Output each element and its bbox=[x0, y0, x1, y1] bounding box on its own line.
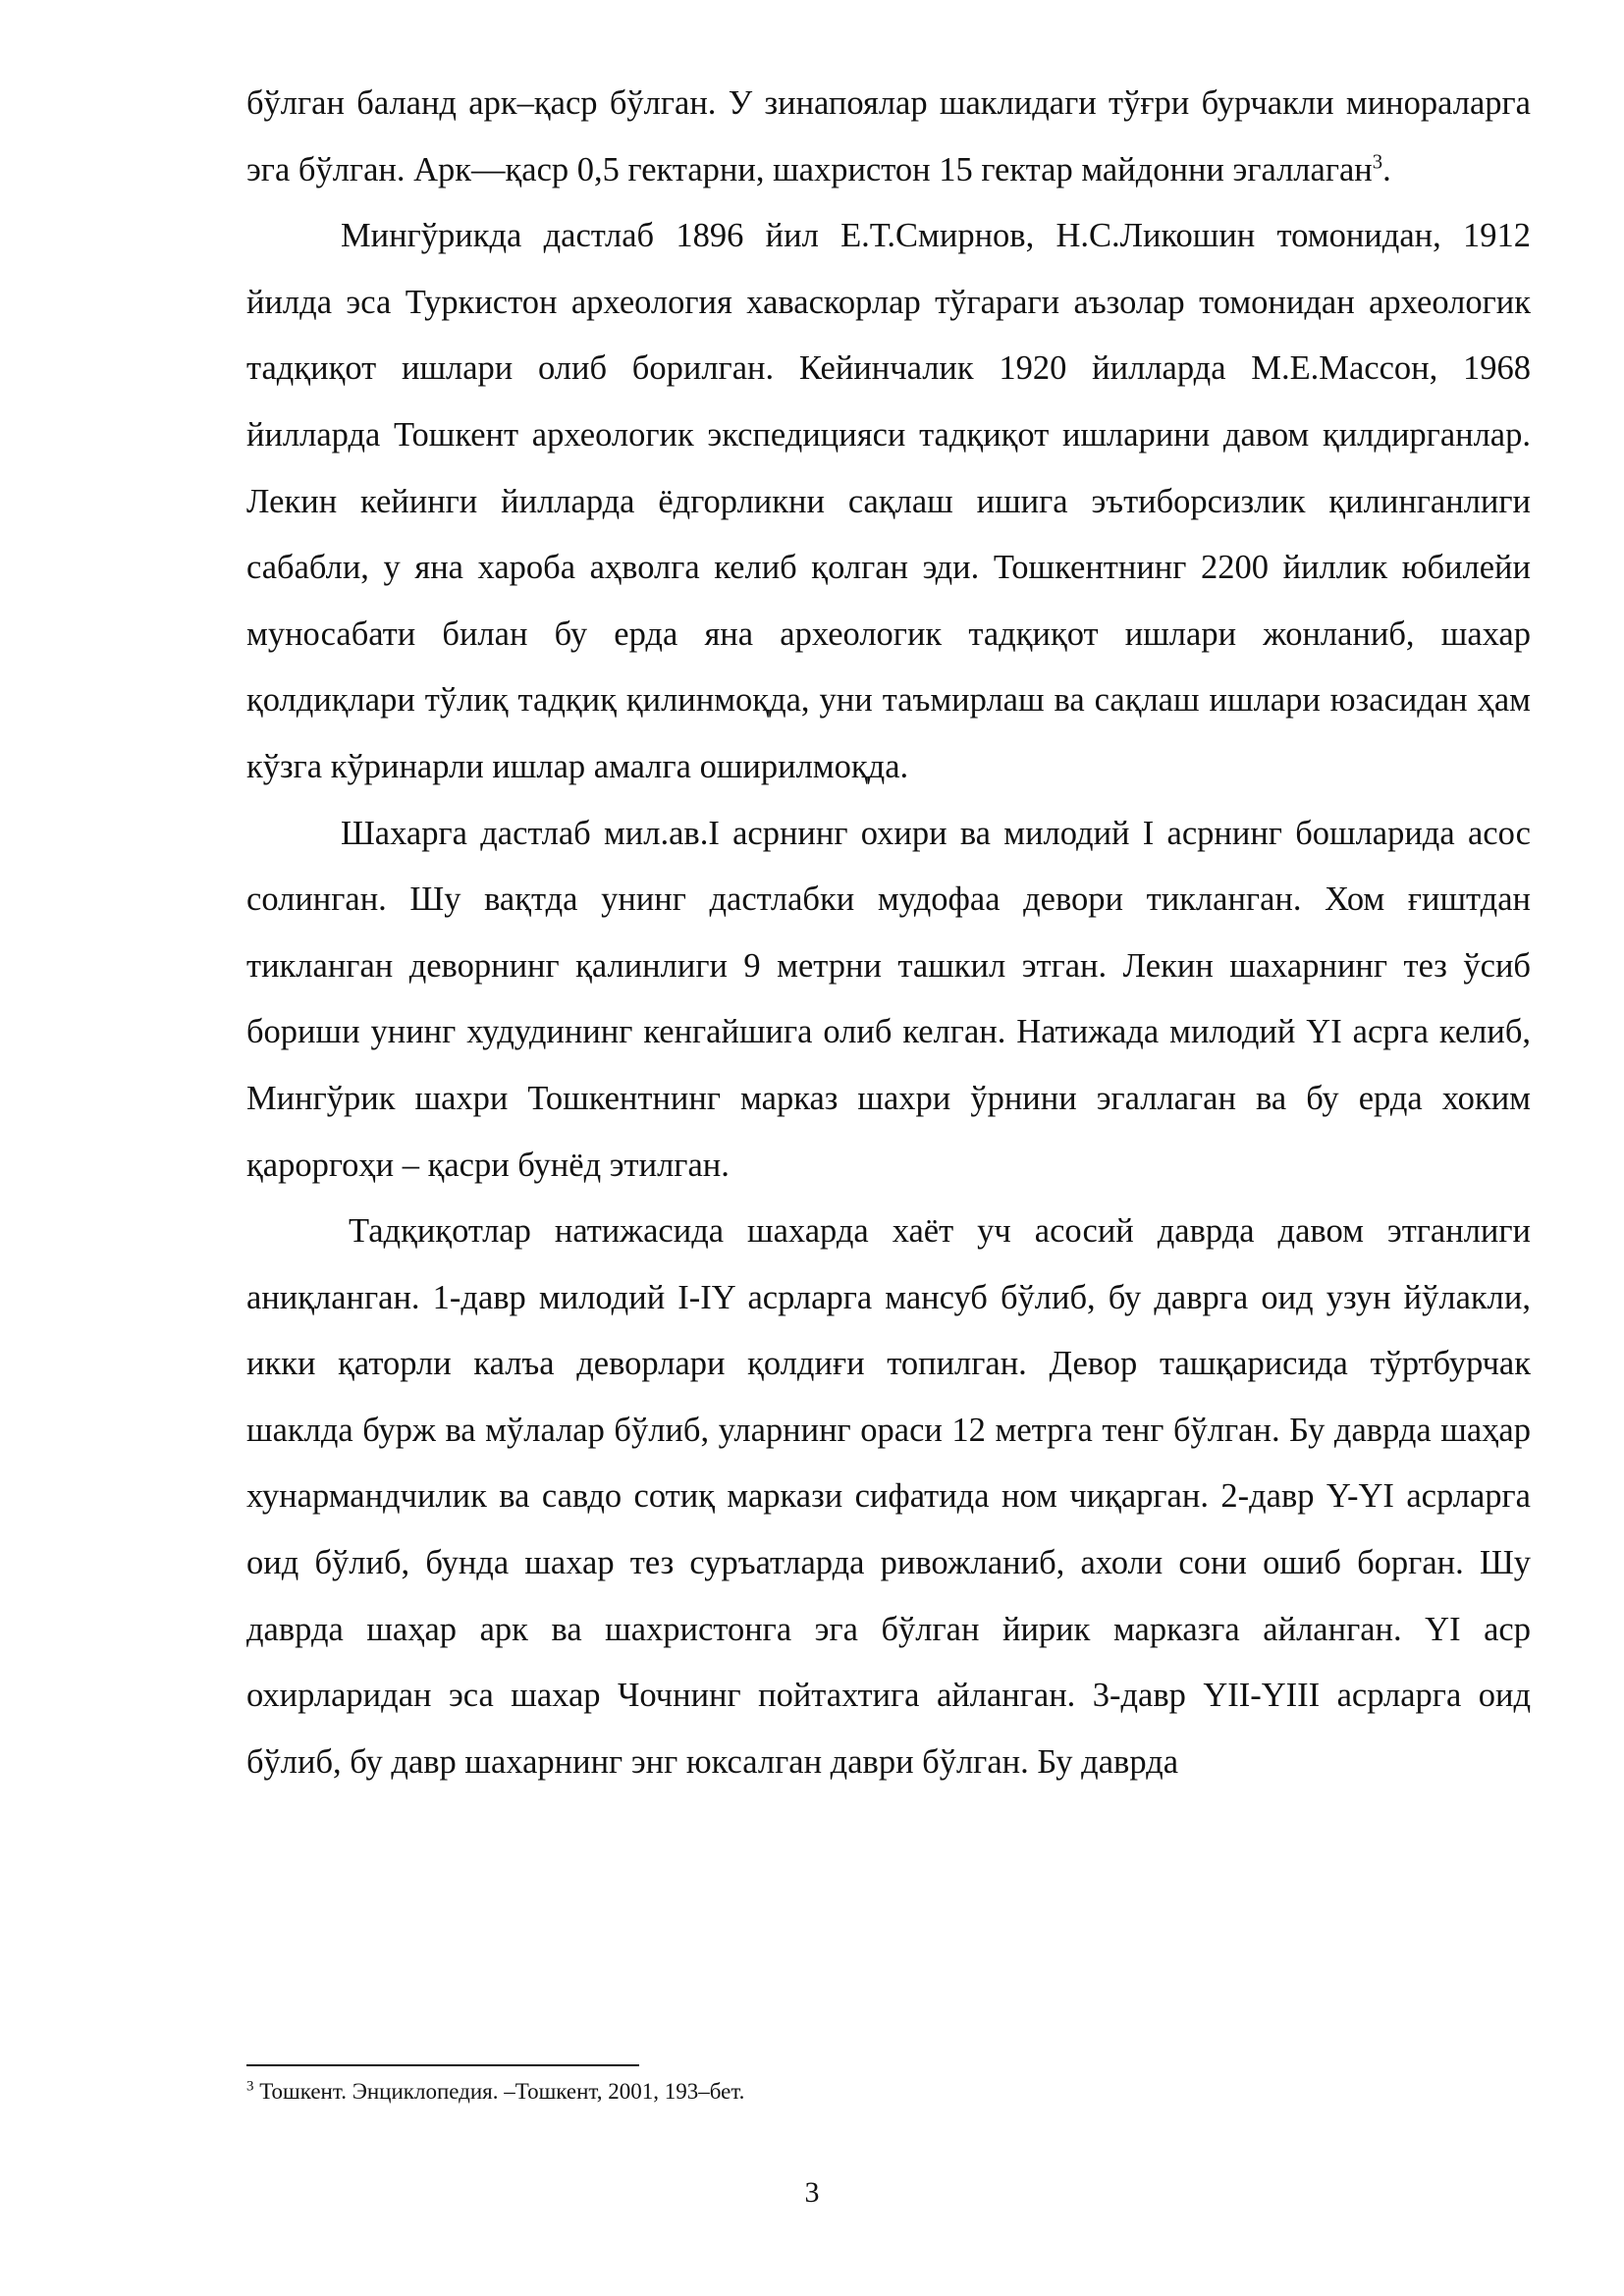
footnote-separator bbox=[246, 2064, 639, 2066]
footnote-text: Тошкент. Энциклопедия. –Тошкент, 2001, 193–бет. bbox=[253, 2079, 745, 2104]
footnote-marker: 3 bbox=[246, 2078, 254, 2095]
paragraph-1 bbox=[246, 71, 1531, 203]
paragraph-2: Мингўрикда дастлаб 1896 йил Е.Т.Смирнов, Н.С.Ликошин томонидан, 1912 йилда эса Туркистон археология хаваскорлар тўгараги аъзолар томонидан археологик тадқиқот ишлари олиб борилган. Кейинчалик 1920 йилларда М.Е.Массон, 1968 йилларда Тошкент археологик экспедицияси тадқиқот ишларини давом қилдирганлар. Лекин кейинги йилларда ёдгорликни сақлаш ишига эътиборсизлик қилинганлиги сабабли, у яна хароба аҳволга келиб қолган эди. Тошкентнинг 2200 йиллик юбилейи муносабати билан бу ерда яна археологик тадқиқот ишлари жонланиб, шахар қолдиқлари тўлиқ тадқиқ қилинмоқда, уни таъмирлаш ва сақлаш ишлари юзасидан ҳам кўзга кўринарли ишлар амалга оширилмоқда. bbox=[246, 217, 1531, 785]
footnote bbox=[246, 2077, 1531, 2107]
body-text bbox=[246, 71, 1531, 1795]
footnote-reference: 3 bbox=[1372, 151, 1383, 174]
paragraph-1-text: бўлган баланд арк–қаср бўлган. У зинапоялар шаклидаги тўғри бурчакли минораларга эга бўлган. Арк—қаср 0,5 гектарни, шахристон 15 гектар майдонни эгаллаган bbox=[246, 84, 1531, 188]
paragraph-1-tail: . bbox=[1382, 150, 1391, 188]
paragraph-4: Тадқиқотлар натижасида шахарда хаёт уч асосий даврда давом этганлиги аниқланган. 1-давр милодий I-IY асрларга мансуб бўлиб, бу даврга оид узун йўлакли, икки қаторли калъа деворлари қолдиғи топилган. Девор ташқарисида тўртбурчак шаклда бурж ва мўлалар бўлиб, уларнинг ораси 12 метрга тенг бўлган. Бу даврда шаҳар хунармандчилик ва савдо сотиқ маркази сифатида ном чиқарган. 2-давр Y-YI асрларга оид бўлиб, бунда шахар тез суръатларда ривожланиб, ахоли сони ошиб борган. Шу даврда шаҳар арк ва шахристонга эга бўлган йирик марказга айланган. YI аср охирларидан эса шахар Чочнинг пойтахтига айланган. 3-давр YII-YIII асрларга оид бўлиб, бу давр шахарнинг энг юксалган даври бўлган. Бу даврда bbox=[246, 1212, 1531, 1781]
paragraph-3: Шахарга дастлаб мил.ав.I асрнинг охири ва милодий I асрнинг бошларида асос солинган. Шу вақтда унинг дастлабки мудофаа девори тикланган. Хом ғиштдан тикланган деворнинг қалинлиги 9 метрни ташкил этган. Лекин шахарнинг тез ўсиб бориши унинг худудининг кенгайшига олиб келган. Натижада милодий YI асрга келиб, Мингўрик шахри Тошкентнинг марказ шахри ўрнини эгаллаган ва бу ерда хоким қароргоҳи – қасри бунёд этилган. bbox=[246, 814, 1531, 1184]
page-number: 3 bbox=[804, 2176, 820, 2209]
